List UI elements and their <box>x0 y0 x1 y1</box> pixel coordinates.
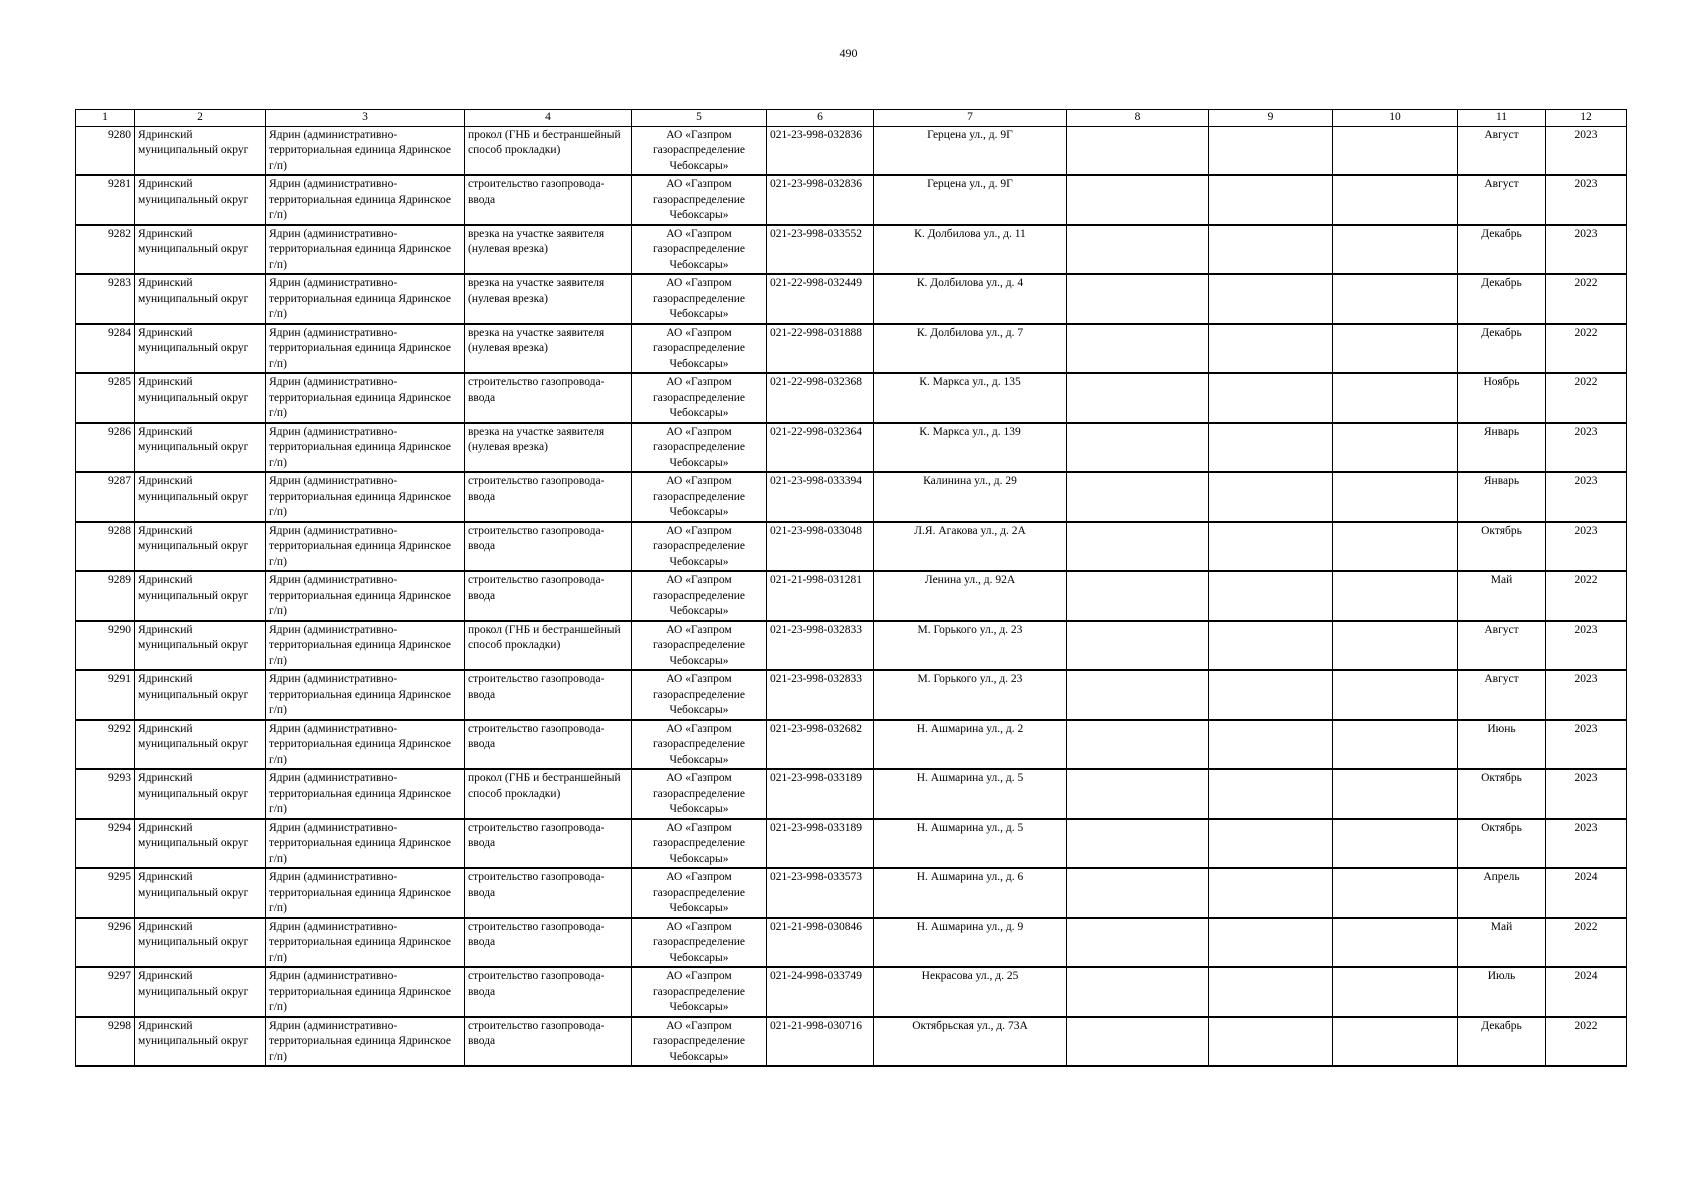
settlement-cell: Ядрин (административно-территориальная единица Ядринское г/п) <box>266 225 465 275</box>
settlement-cell: Ядрин (административно-территориальная единица Ядринское г/п) <box>266 670 465 720</box>
column-9-cell <box>1209 670 1333 720</box>
organization-cell: АО «Газпром газораспределение Чебоксары» <box>632 472 767 522</box>
column-header-7: 7 <box>874 110 1067 127</box>
district-cell: Ядринский муниципальный округ <box>135 175 266 225</box>
district-cell: Ядринский муниципальный округ <box>135 472 266 522</box>
column-9-cell <box>1209 769 1333 819</box>
address-cell: К. Долбилова ул., д. 11 <box>874 225 1067 275</box>
month-cell: Август <box>1458 175 1546 225</box>
year-cell: 2023 <box>1546 175 1627 225</box>
address-cell: Н. Ашмарина ул., д. 2 <box>874 720 1067 770</box>
address-cell: Н. Ашмарина ул., д. 5 <box>874 819 1067 869</box>
address-cell: М. Горького ул., д. 23 <box>874 670 1067 720</box>
work-type-cell: строительство газопровода-ввода <box>465 670 632 720</box>
application-number-cell: 021-22-998-032368 <box>767 373 874 423</box>
column-10-cell <box>1333 571 1458 621</box>
work-type-cell: строительство газопровода-ввода <box>465 967 632 1017</box>
column-10-cell <box>1333 670 1458 720</box>
month-cell: Октябрь <box>1458 522 1546 572</box>
row-number-cell: 9293 <box>76 769 135 819</box>
district-cell: Ядринский муниципальный округ <box>135 423 266 473</box>
column-header-5: 5 <box>632 110 767 127</box>
column-8-cell <box>1067 571 1209 621</box>
application-number-cell: 021-24-998-033749 <box>767 967 874 1017</box>
settlement-cell: Ядрин (административно-территориальная единица Ядринское г/п) <box>266 720 465 770</box>
column-header-8: 8 <box>1067 110 1209 127</box>
work-type-cell: врезка на участке заявителя (нулевая врезка) <box>465 274 632 324</box>
organization-cell: АО «Газпром газораспределение Чебоксары» <box>632 819 767 869</box>
column-8-cell <box>1067 423 1209 473</box>
organization-cell: АО «Газпром газораспределение Чебоксары» <box>632 522 767 572</box>
row-number-cell: 9281 <box>76 175 135 225</box>
work-type-cell: строительство газопровода-ввода <box>465 918 632 968</box>
year-cell: 2023 <box>1546 522 1627 572</box>
table-row <box>76 967 1627 1017</box>
column-header-10: 10 <box>1333 110 1458 127</box>
column-8-cell <box>1067 918 1209 968</box>
year-cell: 2023 <box>1546 126 1627 175</box>
district-cell: Ядринский муниципальный округ <box>135 769 266 819</box>
column-8-cell <box>1067 274 1209 324</box>
work-type-cell: строительство газопровода-ввода <box>465 472 632 522</box>
district-cell: Ядринский муниципальный округ <box>135 621 266 671</box>
column-9-cell <box>1209 472 1333 522</box>
column-9-cell <box>1209 720 1333 770</box>
table-body <box>76 126 1627 1066</box>
district-cell: Ядринский муниципальный округ <box>135 918 266 968</box>
year-cell: 2024 <box>1546 967 1627 1017</box>
address-cell: Октябрьская ул., д. 73А <box>874 1017 1067 1067</box>
address-cell: Н. Ашмарина ул., д. 6 <box>874 868 1067 918</box>
application-number-cell: 021-22-998-032364 <box>767 423 874 473</box>
application-number-cell: 021-23-998-033394 <box>767 472 874 522</box>
settlement-cell: Ядрин (административно-территориальная единица Ядринское г/п) <box>266 571 465 621</box>
month-cell: Апрель <box>1458 868 1546 918</box>
year-cell: 2023 <box>1546 621 1627 671</box>
settlement-cell: Ядрин (административно-территориальная единица Ядринское г/п) <box>266 324 465 374</box>
settlement-cell: Ядрин (административно-территориальная единица Ядринское г/п) <box>266 472 465 522</box>
column-10-cell <box>1333 769 1458 819</box>
settlement-cell: Ядрин (административно-территориальная единица Ядринское г/п) <box>266 522 465 572</box>
column-9-cell <box>1209 225 1333 275</box>
district-cell: Ядринский муниципальный округ <box>135 967 266 1017</box>
organization-cell: АО «Газпром газораспределение Чебоксары» <box>632 720 767 770</box>
district-cell: Ядринский муниципальный округ <box>135 324 266 374</box>
address-cell: Калинина ул., д. 29 <box>874 472 1067 522</box>
column-10-cell <box>1333 274 1458 324</box>
address-cell: Н. Ашмарина ул., д. 5 <box>874 769 1067 819</box>
gas-connection-register-table <box>75 109 1627 1067</box>
application-number-cell: 021-23-998-032836 <box>767 126 874 175</box>
month-cell: Январь <box>1458 472 1546 522</box>
month-cell: Май <box>1458 918 1546 968</box>
column-9-cell <box>1209 324 1333 374</box>
column-8-cell <box>1067 868 1209 918</box>
work-type-cell: прокол (ГНБ и бестраншейный способ прокладки) <box>465 126 632 175</box>
work-type-cell: врезка на участке заявителя (нулевая врезка) <box>465 225 632 275</box>
year-cell: 2023 <box>1546 819 1627 869</box>
column-number-header-row <box>76 110 1627 127</box>
column-9-cell <box>1209 274 1333 324</box>
address-cell: Ленина ул., д. 92А <box>874 571 1067 621</box>
row-number-cell: 9291 <box>76 670 135 720</box>
month-cell: Декабрь <box>1458 1017 1546 1067</box>
district-cell: Ядринский муниципальный округ <box>135 670 266 720</box>
district-cell: Ядринский муниципальный округ <box>135 274 266 324</box>
row-number-cell: 9280 <box>76 126 135 175</box>
table-row <box>76 1017 1627 1067</box>
application-number-cell: 021-23-998-032833 <box>767 670 874 720</box>
row-number-cell: 9287 <box>76 472 135 522</box>
column-9-cell <box>1209 1017 1333 1067</box>
settlement-cell: Ядрин (административно-территориальная единица Ядринское г/п) <box>266 1017 465 1067</box>
district-cell: Ядринский муниципальный округ <box>135 720 266 770</box>
district-cell: Ядринский муниципальный округ <box>135 225 266 275</box>
column-9-cell <box>1209 571 1333 621</box>
address-cell: К. Долбилова ул., д. 4 <box>874 274 1067 324</box>
year-cell: 2023 <box>1546 769 1627 819</box>
work-type-cell: строительство газопровода-ввода <box>465 819 632 869</box>
column-9-cell <box>1209 819 1333 869</box>
column-8-cell <box>1067 126 1209 175</box>
organization-cell: АО «Газпром газораспределение Чебоксары» <box>632 769 767 819</box>
work-type-cell: прокол (ГНБ и бестраншейный способ прокладки) <box>465 621 632 671</box>
table-row <box>76 522 1627 572</box>
table-row <box>76 225 1627 275</box>
row-number-cell: 9297 <box>76 967 135 1017</box>
row-number-cell: 9284 <box>76 324 135 374</box>
table-row <box>76 769 1627 819</box>
column-header-2: 2 <box>135 110 266 127</box>
address-cell: Герцена ул., д. 9Г <box>874 175 1067 225</box>
year-cell: 2023 <box>1546 472 1627 522</box>
organization-cell: АО «Газпром газораспределение Чебоксары» <box>632 918 767 968</box>
application-number-cell: 021-23-998-033048 <box>767 522 874 572</box>
organization-cell: АО «Газпром газораспределение Чебоксары» <box>632 670 767 720</box>
year-cell: 2022 <box>1546 324 1627 374</box>
row-number-cell: 9282 <box>76 225 135 275</box>
month-cell: Декабрь <box>1458 274 1546 324</box>
work-type-cell: строительство газопровода-ввода <box>465 373 632 423</box>
application-number-cell: 021-22-998-031888 <box>767 324 874 374</box>
year-cell: 2023 <box>1546 423 1627 473</box>
application-number-cell: 021-23-998-033189 <box>767 819 874 869</box>
year-cell: 2023 <box>1546 225 1627 275</box>
application-number-cell: 021-23-998-033189 <box>767 769 874 819</box>
organization-cell: АО «Газпром газораспределение Чебоксары» <box>632 126 767 175</box>
address-cell: Л.Я. Агакова ул., д. 2А <box>874 522 1067 572</box>
month-cell: Октябрь <box>1458 819 1546 869</box>
work-type-cell: строительство газопровода-ввода <box>465 571 632 621</box>
year-cell: 2023 <box>1546 720 1627 770</box>
column-8-cell <box>1067 621 1209 671</box>
year-cell: 2022 <box>1546 1017 1627 1067</box>
table-row <box>76 720 1627 770</box>
application-number-cell: 021-23-998-032836 <box>767 175 874 225</box>
row-number-cell: 9294 <box>76 819 135 869</box>
address-cell: Некрасова ул., д. 25 <box>874 967 1067 1017</box>
year-cell: 2024 <box>1546 868 1627 918</box>
column-10-cell <box>1333 225 1458 275</box>
month-cell: Декабрь <box>1458 324 1546 374</box>
page-number: 490 <box>839 46 858 60</box>
work-type-cell: строительство газопровода-ввода <box>465 175 632 225</box>
column-10-cell <box>1333 324 1458 374</box>
settlement-cell: Ядрин (административно-территориальная единица Ядринское г/п) <box>266 274 465 324</box>
column-9-cell <box>1209 621 1333 671</box>
column-10-cell <box>1333 720 1458 770</box>
organization-cell: АО «Газпром газораспределение Чебоксары» <box>632 967 767 1017</box>
organization-cell: АО «Газпром газораспределение Чебоксары» <box>632 225 767 275</box>
table-row <box>76 670 1627 720</box>
month-cell: Май <box>1458 571 1546 621</box>
settlement-cell: Ядрин (административно-территориальная единица Ядринское г/п) <box>266 126 465 175</box>
month-cell: Декабрь <box>1458 225 1546 275</box>
column-10-cell <box>1333 868 1458 918</box>
year-cell: 2022 <box>1546 274 1627 324</box>
column-8-cell <box>1067 819 1209 869</box>
organization-cell: АО «Газпром газораспределение Чебоксары» <box>632 868 767 918</box>
column-8-cell <box>1067 175 1209 225</box>
row-number-cell: 9290 <box>76 621 135 671</box>
column-10-cell <box>1333 373 1458 423</box>
column-8-cell <box>1067 324 1209 374</box>
table-row <box>76 324 1627 374</box>
table-row <box>76 918 1627 968</box>
row-number-cell: 9286 <box>76 423 135 473</box>
work-type-cell: строительство газопровода-ввода <box>465 522 632 572</box>
column-10-cell <box>1333 1017 1458 1067</box>
row-number-cell: 9283 <box>76 274 135 324</box>
district-cell: Ядринский муниципальный округ <box>135 819 266 869</box>
settlement-cell: Ядрин (административно-территориальная единица Ядринское г/п) <box>266 819 465 869</box>
organization-cell: АО «Газпром газораспределение Чебоксары» <box>632 274 767 324</box>
organization-cell: АО «Газпром газораспределение Чебоксары» <box>632 324 767 374</box>
organization-cell: АО «Газпром газораспределение Чебоксары» <box>632 423 767 473</box>
column-8-cell <box>1067 522 1209 572</box>
work-type-cell: строительство газопровода-ввода <box>465 868 632 918</box>
month-cell: Январь <box>1458 423 1546 473</box>
address-cell: Н. Ашмарина ул., д. 9 <box>874 918 1067 968</box>
column-8-cell <box>1067 472 1209 522</box>
district-cell: Ядринский муниципальный округ <box>135 126 266 175</box>
column-9-cell <box>1209 175 1333 225</box>
district-cell: Ядринский муниципальный округ <box>135 1017 266 1067</box>
application-number-cell: 021-21-998-030846 <box>767 918 874 968</box>
organization-cell: АО «Газпром газораспределение Чебоксары» <box>632 175 767 225</box>
column-8-cell <box>1067 225 1209 275</box>
column-9-cell <box>1209 126 1333 175</box>
row-number-cell: 9289 <box>76 571 135 621</box>
column-9-cell <box>1209 918 1333 968</box>
address-cell: М. Горького ул., д. 23 <box>874 621 1067 671</box>
column-header-9: 9 <box>1209 110 1333 127</box>
district-cell: Ядринский муниципальный округ <box>135 868 266 918</box>
work-type-cell: прокол (ГНБ и бестраншейный способ прокладки) <box>465 769 632 819</box>
column-8-cell <box>1067 967 1209 1017</box>
table-row <box>76 274 1627 324</box>
column-9-cell <box>1209 868 1333 918</box>
application-number-cell: 021-23-998-033552 <box>767 225 874 275</box>
month-cell: Ноябрь <box>1458 373 1546 423</box>
application-number-cell: 021-21-998-030716 <box>767 1017 874 1067</box>
application-number-cell: 021-22-998-032449 <box>767 274 874 324</box>
column-header-1: 1 <box>76 110 135 127</box>
work-type-cell: строительство газопровода-ввода <box>465 1017 632 1067</box>
column-header-6: 6 <box>767 110 874 127</box>
column-10-cell <box>1333 472 1458 522</box>
column-9-cell <box>1209 522 1333 572</box>
application-number-cell: 021-21-998-031281 <box>767 571 874 621</box>
column-header-4: 4 <box>465 110 632 127</box>
table-row <box>76 472 1627 522</box>
district-cell: Ядринский муниципальный округ <box>135 522 266 572</box>
address-cell: К. Маркса ул., д. 135 <box>874 373 1067 423</box>
month-cell: Июнь <box>1458 720 1546 770</box>
row-number-cell: 9292 <box>76 720 135 770</box>
table-row <box>76 819 1627 869</box>
row-number-cell: 9298 <box>76 1017 135 1067</box>
work-type-cell: врезка на участке заявителя (нулевая врезка) <box>465 423 632 473</box>
column-10-cell <box>1333 621 1458 671</box>
settlement-cell: Ядрин (административно-территориальная единица Ядринское г/п) <box>266 967 465 1017</box>
row-number-cell: 9296 <box>76 918 135 968</box>
month-cell: Август <box>1458 621 1546 671</box>
column-8-cell <box>1067 720 1209 770</box>
month-cell: Июль <box>1458 967 1546 1017</box>
column-header-3: 3 <box>266 110 465 127</box>
table-row <box>76 868 1627 918</box>
settlement-cell: Ядрин (административно-территориальная единица Ядринское г/п) <box>266 621 465 671</box>
month-cell: Август <box>1458 126 1546 175</box>
column-9-cell <box>1209 967 1333 1017</box>
column-8-cell <box>1067 1017 1209 1067</box>
application-number-cell: 021-23-998-033573 <box>767 868 874 918</box>
table-row <box>76 175 1627 225</box>
month-cell: Октябрь <box>1458 769 1546 819</box>
application-number-cell: 021-23-998-032682 <box>767 720 874 770</box>
table-row <box>76 621 1627 671</box>
settlement-cell: Ядрин (административно-территориальная единица Ядринское г/п) <box>266 175 465 225</box>
table-row <box>76 423 1627 473</box>
work-type-cell: строительство газопровода-ввода <box>465 720 632 770</box>
column-10-cell <box>1333 967 1458 1017</box>
row-number-cell: 9295 <box>76 868 135 918</box>
address-cell: Герцена ул., д. 9Г <box>874 126 1067 175</box>
row-number-cell: 9288 <box>76 522 135 572</box>
district-cell: Ядринский муниципальный округ <box>135 571 266 621</box>
settlement-cell: Ядрин (административно-территориальная единица Ядринское г/п) <box>266 868 465 918</box>
district-cell: Ядринский муниципальный округ <box>135 373 266 423</box>
settlement-cell: Ядрин (административно-территориальная единица Ядринское г/п) <box>266 373 465 423</box>
settlement-cell: Ядрин (административно-территориальная единица Ядринское г/п) <box>266 769 465 819</box>
year-cell: 2022 <box>1546 571 1627 621</box>
column-10-cell <box>1333 819 1458 869</box>
column-10-cell <box>1333 918 1458 968</box>
year-cell: 2023 <box>1546 670 1627 720</box>
table-row <box>76 373 1627 423</box>
column-10-cell <box>1333 175 1458 225</box>
settlement-cell: Ядрин (административно-территориальная единица Ядринское г/п) <box>266 918 465 968</box>
settlement-cell: Ядрин (административно-территориальная единица Ядринское г/п) <box>266 423 465 473</box>
address-cell: К. Маркса ул., д. 139 <box>874 423 1067 473</box>
column-10-cell <box>1333 423 1458 473</box>
table-row <box>76 571 1627 621</box>
column-9-cell <box>1209 373 1333 423</box>
year-cell: 2022 <box>1546 373 1627 423</box>
organization-cell: АО «Газпром газораспределение Чебоксары» <box>632 1017 767 1067</box>
application-number-cell: 021-23-998-032833 <box>767 621 874 671</box>
column-10-cell <box>1333 126 1458 175</box>
row-number-cell: 9285 <box>76 373 135 423</box>
column-10-cell <box>1333 522 1458 572</box>
year-cell: 2022 <box>1546 918 1627 968</box>
column-8-cell <box>1067 373 1209 423</box>
column-9-cell <box>1209 423 1333 473</box>
column-header-12: 12 <box>1546 110 1627 127</box>
address-cell: К. Долбилова ул., д. 7 <box>874 324 1067 374</box>
organization-cell: АО «Газпром газораспределение Чебоксары» <box>632 571 767 621</box>
column-header-11: 11 <box>1458 110 1546 127</box>
organization-cell: АО «Газпром газораспределение Чебоксары» <box>632 621 767 671</box>
work-type-cell: врезка на участке заявителя (нулевая врезка) <box>465 324 632 374</box>
table-row <box>76 126 1627 175</box>
organization-cell: АО «Газпром газораспределение Чебоксары» <box>632 373 767 423</box>
month-cell: Август <box>1458 670 1546 720</box>
column-8-cell <box>1067 670 1209 720</box>
column-8-cell <box>1067 769 1209 819</box>
